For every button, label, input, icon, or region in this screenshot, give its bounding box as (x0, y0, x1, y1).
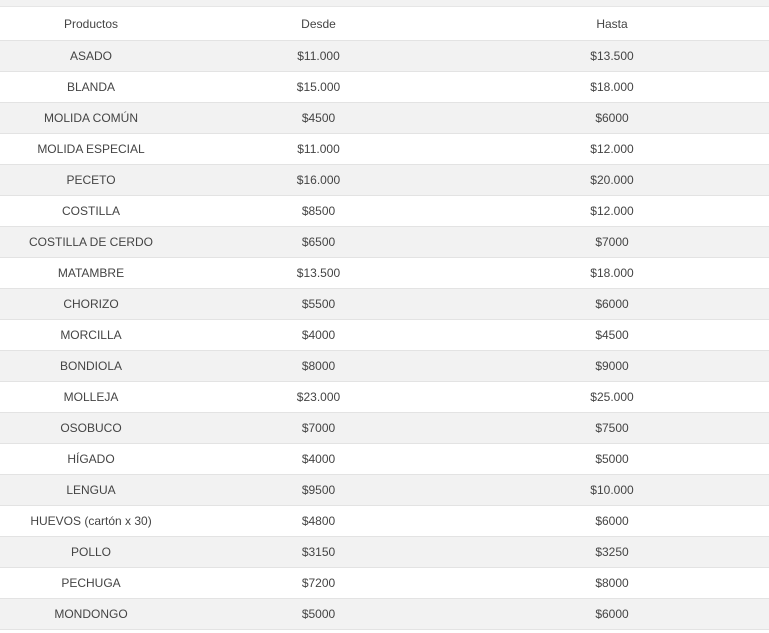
cell-product: HÍGADO (0, 444, 182, 475)
cell-price-from: $15.000 (182, 72, 455, 103)
cell-price-from: $6500 (182, 227, 455, 258)
cell-price-to: $7500 (455, 413, 769, 444)
cell-product: ASADO (0, 41, 182, 72)
cell-product: COSTILLA DE CERDO (0, 227, 182, 258)
cell-price-to: $4500 (455, 320, 769, 351)
cell-product: PECHUGA (0, 568, 182, 599)
cell-product: HUEVOS (cartón x 30) (0, 506, 182, 537)
cell-product: BONDIOLA (0, 351, 182, 382)
cell-price-from: $8500 (182, 196, 455, 227)
table-row (0, 103, 769, 134)
table-row (0, 320, 769, 351)
table-row (0, 227, 769, 258)
table-row (0, 72, 769, 103)
cell-product: MORCILLA (0, 320, 182, 351)
table-row (0, 537, 769, 568)
cell-price-from: $7200 (182, 568, 455, 599)
cell-product: PECETO (0, 165, 182, 196)
cell-price-to: $13.500 (455, 41, 769, 72)
cell-price-from: $11.000 (182, 134, 455, 165)
table-row (0, 41, 769, 72)
table-row (0, 165, 769, 196)
cell-price-from: $8000 (182, 351, 455, 382)
cell-product: MOLLEJA (0, 382, 182, 413)
cell-product: MONDONGO (0, 599, 182, 630)
table-row (0, 134, 769, 165)
cell-product: MOLIDA ESPECIAL (0, 134, 182, 165)
cell-price-to: $18.000 (455, 72, 769, 103)
table-row (0, 568, 769, 599)
cell-price-from: $13.500 (182, 258, 455, 289)
cell-price-from: $4800 (182, 506, 455, 537)
column-header-from: Desde (182, 7, 455, 41)
table-row (0, 351, 769, 382)
cell-product: MOLIDA COMÚN (0, 103, 182, 134)
price-table (0, 7, 769, 630)
cell-price-to: $12.000 (455, 134, 769, 165)
column-header-to: Hasta (455, 7, 769, 41)
cell-price-to: $5000 (455, 444, 769, 475)
table-row (0, 289, 769, 320)
cell-price-from: $9500 (182, 475, 455, 506)
table-row (0, 382, 769, 413)
table-body (0, 41, 769, 630)
cell-price-from: $4000 (182, 320, 455, 351)
cell-product: LENGUA (0, 475, 182, 506)
table-row (0, 413, 769, 444)
cell-price-from: $11.000 (182, 41, 455, 72)
cell-price-to: $25.000 (455, 382, 769, 413)
table-header-row (0, 7, 769, 41)
cell-price-to: $3250 (455, 537, 769, 568)
table-row (0, 506, 769, 537)
cell-product: BLANDA (0, 72, 182, 103)
cell-price-from: $16.000 (182, 165, 455, 196)
cell-price-to: $6000 (455, 289, 769, 320)
cell-price-to: $6000 (455, 103, 769, 134)
table-row (0, 196, 769, 227)
cell-price-to: $6000 (455, 599, 769, 630)
column-header-product: Productos (0, 7, 182, 41)
table-row (0, 258, 769, 289)
cell-price-to: $8000 (455, 568, 769, 599)
cell-price-from: $5000 (182, 599, 455, 630)
cell-product: CHORIZO (0, 289, 182, 320)
cell-price-to: $10.000 (455, 475, 769, 506)
cell-product: OSOBUCO (0, 413, 182, 444)
cell-price-to: $12.000 (455, 196, 769, 227)
cell-product: MATAMBRE (0, 258, 182, 289)
cell-price-to: $6000 (455, 506, 769, 537)
cell-price-from: $4500 (182, 103, 455, 134)
cell-price-from: $5500 (182, 289, 455, 320)
cell-price-from: $4000 (182, 444, 455, 475)
table-row (0, 599, 769, 630)
cell-price-to: $7000 (455, 227, 769, 258)
cell-price-from: $3150 (182, 537, 455, 568)
cell-product: COSTILLA (0, 196, 182, 227)
cell-price-from: $7000 (182, 413, 455, 444)
cell-price-to: $9000 (455, 351, 769, 382)
cell-price-from: $23.000 (182, 382, 455, 413)
table-row (0, 475, 769, 506)
cell-price-to: $18.000 (455, 258, 769, 289)
cell-price-to: $20.000 (455, 165, 769, 196)
cell-product: POLLO (0, 537, 182, 568)
table-row (0, 444, 769, 475)
top-divider (0, 0, 769, 7)
